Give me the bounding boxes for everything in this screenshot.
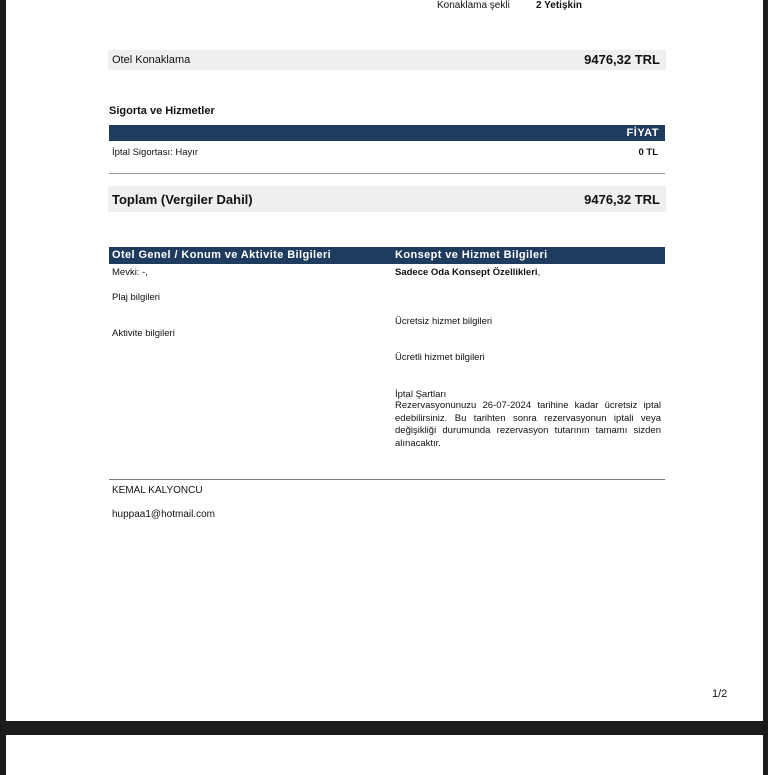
free-services-text: Ücretsiz hizmet bilgileri <box>395 316 493 327</box>
hotel-stay-label: Otel Konaklama <box>112 54 191 66</box>
hotel-info-header: Otel Genel / Konum ve Aktivite Bilgileri <box>112 249 332 261</box>
concept-line <box>395 267 540 278</box>
document-page <box>6 0 763 721</box>
total-row <box>108 186 666 212</box>
cancel-insurance-price: 0 TL <box>638 147 658 158</box>
next-page-edge <box>6 735 763 775</box>
concept-text: Sadece Oda Konsept Özellikleri <box>395 267 538 278</box>
cancel-terms-text: Rezervasyonunuzu 26-07-2024 tarihine kadar ücretsiz iptal edebilirsiniz. Bu tarihten sonra rezervasyonun iptali veya değişikliği durumunda rezervasyon tutarının tamamı sizden alınacaktır. <box>395 400 661 449</box>
cancel-terms-title: İptal Şartları <box>395 389 447 400</box>
divider <box>109 479 665 480</box>
accommodation-value: 2 Yetişkin <box>536 0 582 11</box>
location-text: Mevki: -, <box>112 267 148 278</box>
total-label: Toplam (Vergiler Dahil) <box>112 192 253 207</box>
price-header: FİYAT <box>626 127 659 139</box>
accommodation-label: Konaklama şekli <box>437 0 510 11</box>
hotel-stay-row <box>108 50 666 70</box>
divider <box>109 173 665 174</box>
total-value: 9476,32 TRL <box>584 192 660 207</box>
insurance-section-title: Sigorta ve Hizmetler <box>109 105 215 117</box>
paid-services-text: Ücretli hizmet bilgileri <box>395 352 485 363</box>
activities-info-text: Aktivite bilgileri <box>112 328 175 339</box>
price-header-bar <box>109 125 665 141</box>
customer-name: KEMAL KALYONCU <box>112 485 203 496</box>
customer-email: huppaa1@hotmail.com <box>112 509 215 520</box>
page-number: 1/2 <box>712 688 728 700</box>
concept-info-header: Konsept ve Hizmet Bilgileri <box>395 249 548 261</box>
hotel-stay-price: 9476,32 TRL <box>584 52 660 67</box>
info-header-bar <box>109 247 665 264</box>
concept-suffix: , <box>537 267 541 278</box>
cancel-insurance-label: İptal Sigortası: Hayır <box>112 147 199 158</box>
beach-info-text: Plaj bilgileri <box>112 292 161 303</box>
